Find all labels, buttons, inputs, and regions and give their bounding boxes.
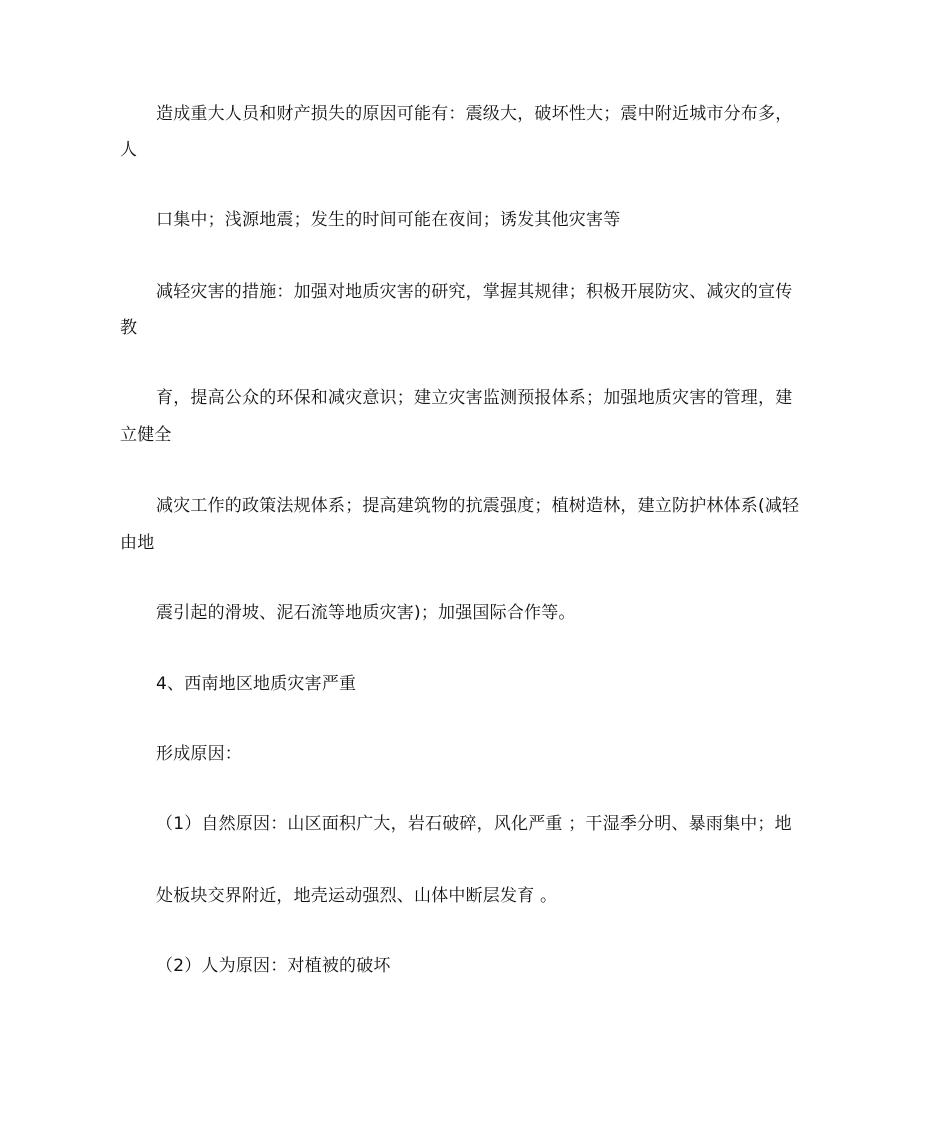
paragraph-line: 教 [120, 318, 138, 338]
paragraph-line: 由地 [120, 533, 155, 553]
section-heading: 4、西南地区地质灾害严重 [156, 674, 357, 694]
paragraph-line: 育，提高公众的环保和减灾意识；建立灾害监测预报体系；加强地质灾害的管理，建 [156, 388, 793, 408]
paragraph-line: 立健全 [120, 425, 172, 445]
paragraph-line: 造成重大人员和财产损失的原因可能有：震级大，破坏性大；震中附近城市分布多， [156, 104, 793, 124]
paragraph-line: 人 [120, 140, 138, 160]
paragraph-line: 减灾工作的政策法规体系；提高建筑物的抗震强度；植树造林，建立防护林体系(减轻 [156, 496, 800, 516]
paragraph-line: 处板块交界附近，地壳运动强烈、山体中断层发育 。 [156, 886, 558, 906]
paragraph-line: 口集中；浅源地震；发生的时间可能在夜间；诱发其他灾害等 [156, 210, 621, 230]
subheading: 形成原因： [156, 744, 242, 764]
paragraph-line: 减轻灾害的措施：加强对地质灾害的研究，掌握其规律；积极开展防灾、减灾的宣传 [156, 282, 793, 302]
paragraph-line: （2）人为原因：对植被的破坏 [156, 956, 391, 976]
paragraph-line: 震引起的滑坡、泥石流等地质灾害)；加强国际合作等。 [156, 603, 576, 623]
paragraph-line: （1）自然原因：山区面积广大，岩石破碎，风化严重 ；干湿季分明、暴雨集中；地 [156, 814, 792, 834]
